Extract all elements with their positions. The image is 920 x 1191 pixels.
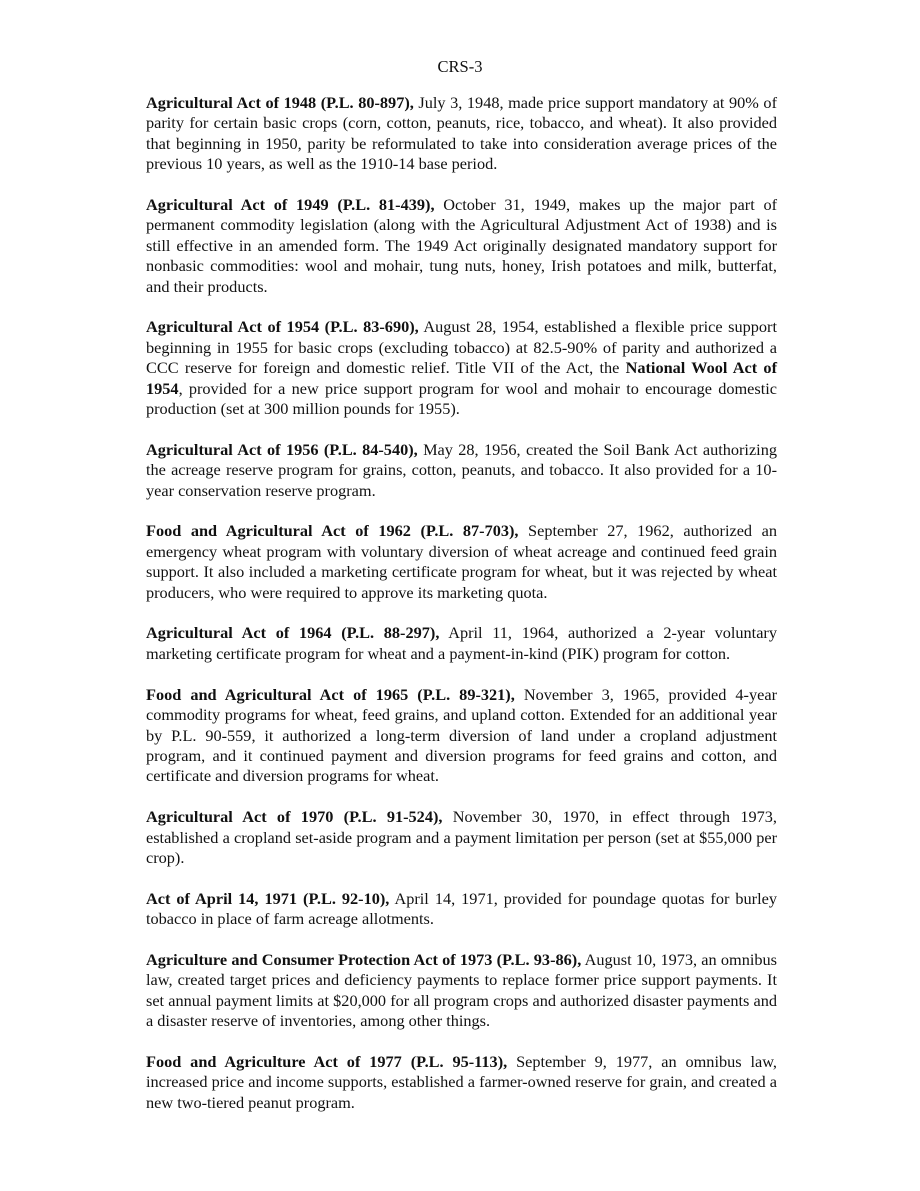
- entry-title: Agricultural Act of 1970 (P.L. 91-524),: [146, 807, 443, 827]
- entry-title: Agricultural Act of 1948 (P.L. 80-897),: [146, 93, 414, 112]
- entry-text-continued: , provided for a new price support program for wool and mohair to encourage domestic production (set at 300 million pounds for 1955).: [146, 378, 777, 419]
- entry-inline-title: National Wool Act of 1954: [146, 358, 777, 398]
- entry-title: Food and Agriculture Act of 1977 (P.L. 95-113),: [146, 1051, 508, 1071]
- entry-act-1973: [146, 950, 777, 1032]
- entry-title: Agricultural Act of 1964 (P.L. 88-297),: [146, 623, 440, 643]
- entry-text: July 3, 1948, made price support mandatory at 90% of parity for certain basic crops (corn, cotton, peanuts, rice, tobacco, and wheat). It also provided that beginning in 1950, parity be reformulated to take into consideration average prices of the previous 10 years, as well as the 1910-14 base period.: [146, 93, 777, 174]
- entry-act-1956: [146, 440, 777, 501]
- entry-title: Agriculture and Consumer Protection Act of 1973 (P.L. 93-86),: [146, 949, 582, 969]
- entry-text: October 31, 1949, makes up the major part of permanent commodity legislation (along with the Agricultural Adjustment Act of 1938) and is still effective in an amended form. The 1949 Act originally designated mandatory support for nonbasic commodities: wool and mohair, tung nuts, honey, Irish potatoes and milk, butterfat, and their products.: [146, 195, 778, 296]
- document-body: [146, 93, 777, 1134]
- entry-act-1954: [146, 317, 777, 419]
- entry-text: November 30, 1970, in effect through 1973, established a cropland set-aside program and a payment limitation per person (set at $55,000 per crop).: [146, 807, 777, 867]
- entry-act-1949: [146, 195, 777, 297]
- entry-act-1964: [146, 623, 777, 664]
- entry-act-1970: [146, 807, 777, 868]
- entry-act-1977: [146, 1052, 777, 1113]
- entry-text: September 27, 1962, authorized an emergency wheat program with voluntary diversion of wheat acreage and continued feed grain support. It also included a marketing certificate program for wheat, but it was rejected by wheat producers, who were required to approve its marketing quota.: [146, 521, 777, 602]
- entry-title: Act of April 14, 1971 (P.L. 92-10),: [146, 888, 390, 908]
- entry-text: May 28, 1956, created the Soil Bank Act authorizing the acreage reserve program for grains, cotton, peanuts, and tobacco. It also provided for a 10-year conservation reserve program.: [146, 439, 777, 500]
- entry-act-1948: [146, 93, 777, 175]
- entry-text: November 3, 1965, provided 4-year commodity programs for wheat, feed grains, and upland cotton. Extended for an additional year by P.L. 90-559, it authorized a long-term diversion of land under a cropland adjustment program, and it continued payment and diversion programs for feed grains and cotton, and certificate and diversion programs for wheat.: [146, 684, 777, 786]
- entry-text: August 10, 1973, an omnibus law, created target prices and deficiency payments to replace former price support payments. It set annual payment limits at $20,000 for all program crops and authorized disaster payments and a disaster reserve of inventories, among other things.: [146, 949, 777, 1031]
- entry-text: August 28, 1954, established a flexible price support beginning in 1955 for basic crops (excluding tobacco) at 82.5-90% of parity and authorized a CCC reserve for foreign and domestic relief. Title VII of the Act, the: [146, 317, 777, 378]
- entry-title: Food and Agricultural Act of 1965 (P.L. 89-321),: [146, 684, 515, 704]
- entry-title: Agricultural Act of 1954 (P.L. 83-690),: [146, 317, 419, 337]
- page-header: CRS-3: [437, 57, 483, 76]
- entry-text: April 14, 1971, provided for poundage quotas for burley tobacco in place of farm acreage allotments.: [146, 888, 777, 929]
- entry-act-1965: [146, 685, 777, 787]
- entry-text: September 9, 1977, an omnibus law, increased price and income supports, established a farmer-owned reserve for grain, and created a new two-tiered peanut program.: [146, 1051, 777, 1112]
- entry-title: Agricultural Act of 1949 (P.L. 81-439),: [146, 195, 435, 215]
- entry-title: Food and Agricultural Act of 1962 (P.L. 87-703),: [146, 521, 519, 541]
- entry-title: Agricultural Act of 1956 (P.L. 84-540),: [146, 439, 418, 459]
- entry-text: April 11, 1964, authorized a 2-year voluntary marketing certificate program for wheat and a payment-in-kind (PIK) program for cotton.: [146, 623, 777, 663]
- entry-act-1962: [146, 521, 777, 603]
- entry-act-1971: [146, 889, 777, 930]
